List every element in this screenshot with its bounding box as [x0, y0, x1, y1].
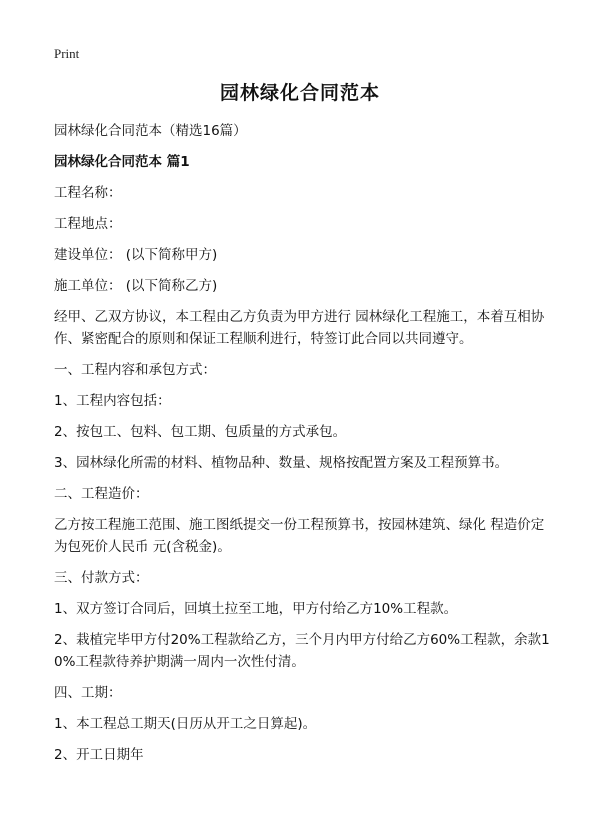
paragraph: 乙方按工程施工范围、施工图纸提交一份工程预算书，按园林建筑、绿化 程造价定为包死价人民币 元(含税金)。 [54, 517, 545, 555]
document-title: 园林绿化合同范本 [219, 82, 380, 104]
paragraph: 工程地点： [54, 216, 122, 232]
paragraph: 一、工程内容和承包方式： [54, 362, 216, 378]
paragraph: 2、开工日期年 [54, 747, 144, 763]
paragraph: 园林绿化合同范本（精选16篇） [54, 123, 247, 139]
print-label: Print [54, 46, 80, 61]
section-heading: 园林绿化合同范本 篇1 [54, 154, 190, 170]
paragraph: 工程名称： [54, 185, 122, 201]
paragraph: 1、本工程总工期天(日历从开工之日算起)。 [54, 716, 317, 732]
document-body [54, 120, 554, 775]
paragraph: 四、工期： [54, 685, 122, 701]
paragraph: 2、按包工、包料、包工期、包质量的方式承包。 [54, 424, 347, 440]
paragraph: 3、园林绿化所需的材料、植物品种、数量、规格按配置方案及工程预算书。 [54, 455, 509, 471]
paragraph: 2、栽植完毕甲方付20%工程款给乙方，三个月内甲方付给乙方60%工程款，余款10%工程款待养护期满一周内一次性付清。 [54, 632, 550, 670]
paragraph: 1、双方签订合同后，回填土拉至工地，甲方付给乙方10%工程款。 [54, 601, 458, 617]
paragraph: 建设单位： (以下简称甲方) [54, 247, 218, 263]
paragraph: 经甲、乙双方协议，本工程由乙方负责为甲方进行 园林绿化工程施工，本着互相协作、紧密配合的原则和保证工程顺利进行，特签订此合同以共同遵守。 [54, 309, 545, 347]
paragraph: 施工单位： (以下简称乙方) [54, 278, 218, 294]
paragraph: 1、工程内容包括： [54, 393, 171, 409]
paragraph: 二、工程造价： [54, 486, 149, 502]
paragraph: 三、付款方式： [54, 570, 149, 586]
